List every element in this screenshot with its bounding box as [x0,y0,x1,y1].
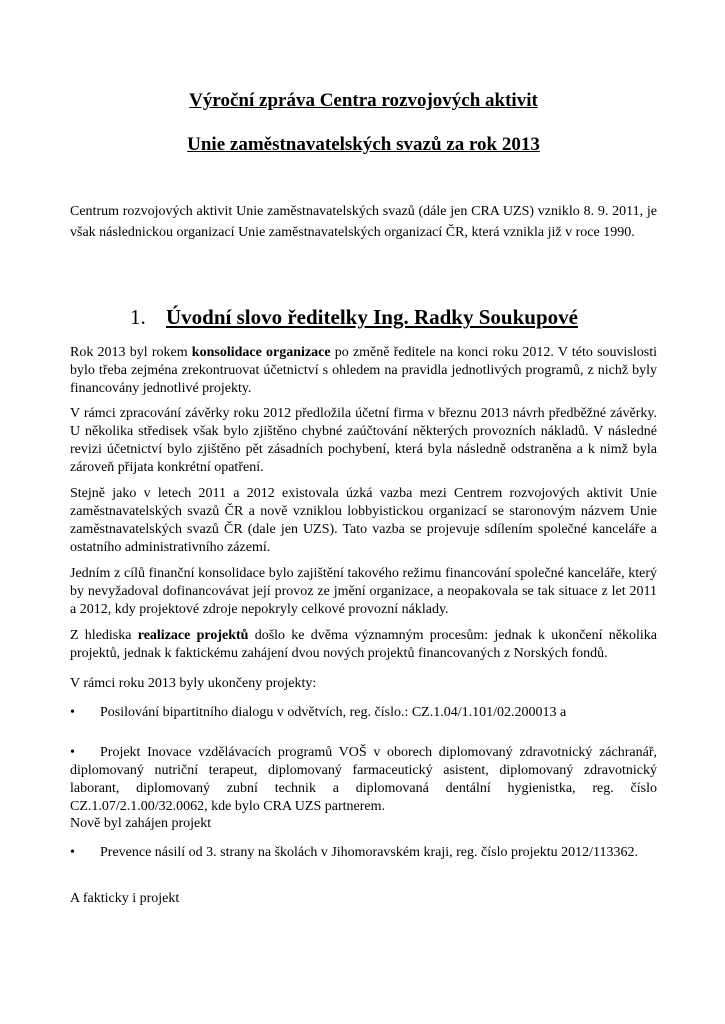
bold-text: konsolidace organizace [191,345,331,360]
report-title-line2: Unie zaměstnavatelských svazů za rok 2013 [187,134,540,155]
list-item-text: Posilování bipartitního dialogu v odvětvích, reg. číslo.: CZ.1.04/1.101/02.200013 a [100,705,567,720]
section-number: 1. [130,305,146,329]
intro-paragraph: Centrum rozvojových aktivit Unie zaměstnavatelských svazů (dále jen CRA UZS) vzniklo 8. 9. 2011, je však následnickou organizací Unie zaměstnavatelských organizací ČR, která vznikla již v roce 1990. [70,204,657,240]
text-run: Rok 2013 byl rokem [70,345,192,360]
document-page [70,0,657,1024]
text-run: Z hlediska [70,628,138,643]
paragraph-relationship: Stejně jako v letech 2011 a 2012 existovala úzká vazba mezi Centrem rozvojových aktivit Unie zaměstnavatelských svazů ČR a nově vzniklou lobbyistickou organizací se staronovým názvem Unie zaměstnavatelských svazů ČR (dale jen UZS). Tato vazba se projevuje sdílením společné kanceláře a ostatního administrativního zázemí. [70,486,657,555]
list-item [70,844,657,862]
paragraph-also-project: A fakticky i projekt [70,891,180,906]
section-title: Úvodní slovo ředitelky Ing. Radky Soukupové [166,305,578,329]
list-item [70,744,657,816]
list-item-text: Prevence násilí od 3. strany na školách v Jihomoravském kraji, reg. číslo projektu 2012/113362. [100,845,638,860]
bullet-icon: • [70,845,75,860]
bullet-icon: • [70,705,75,720]
text-run: došlo ke dvěma významným procesům: jednak k ukončení několika projektů, jednak k faktickému zahájení dvou nových projektů financovaných z Norských fondů. [70,628,657,661]
bullet-icon: • [70,745,75,760]
report-title-line1: Výroční zpráva Centra rozvojových aktivit [189,90,538,111]
paragraph-new-project: Nově byl zahájen projekt [70,816,212,831]
text-run: po změně ředitele na konci roku 2012. V této souvislosti bylo třeba zejména zrekontruovat účetnictví s ohledem na pravidla jednotlivých programů, z nichž byly financovány jednotlivé projekty. [70,345,658,396]
paragraph-consolidation [70,344,657,398]
paragraph-accounting: V rámci zpracování závěrky roku 2012 předložila účetní firma v březnu 2013 návrh předběžné závěrky. U několika středisek však bylo zjištěno chybné zaúčtování některých provozních nákladů. V následné revizi účetnictví bylo zjištěno pět zásadních pochybení, která byla následně odstraněna a k nimž byla zároveň přijata konkrétní opatření. [70,406,657,475]
paragraph-projects [70,627,657,663]
list-item-text: Projekt Inovace vzdělávacích programů VOŠ v oborech diplomovaný zdravotnický záchranář, diplomovaný nutriční terapeut, diplomovaný farmaceutický asistent, diplomovaný zdravotnický laborant, diplomovaný zubní technik a diplomovaná dentální hygienistka, reg. číslo CZ.1.07/2.1.00/32.0062, kde bylo CRA UZS partnerem. [70,745,657,814]
bold-text: realizace projektů [137,628,249,643]
list-item [70,704,657,722]
paragraph-financing: Jedním z cílů finanční konsolidace bylo zajištění takového režimu financování společné kanceláře, který by nevyžadoval dofinancovávat její provoz ze jmění organizace, a neopakovala se tak situace z let 2011 a 2012, kdy projektové zdroje nepokryly celkové provozní náklady. [70,566,657,617]
paragraph-finished-projects: V rámci roku 2013 byly ukončeny projekty: [70,676,317,691]
